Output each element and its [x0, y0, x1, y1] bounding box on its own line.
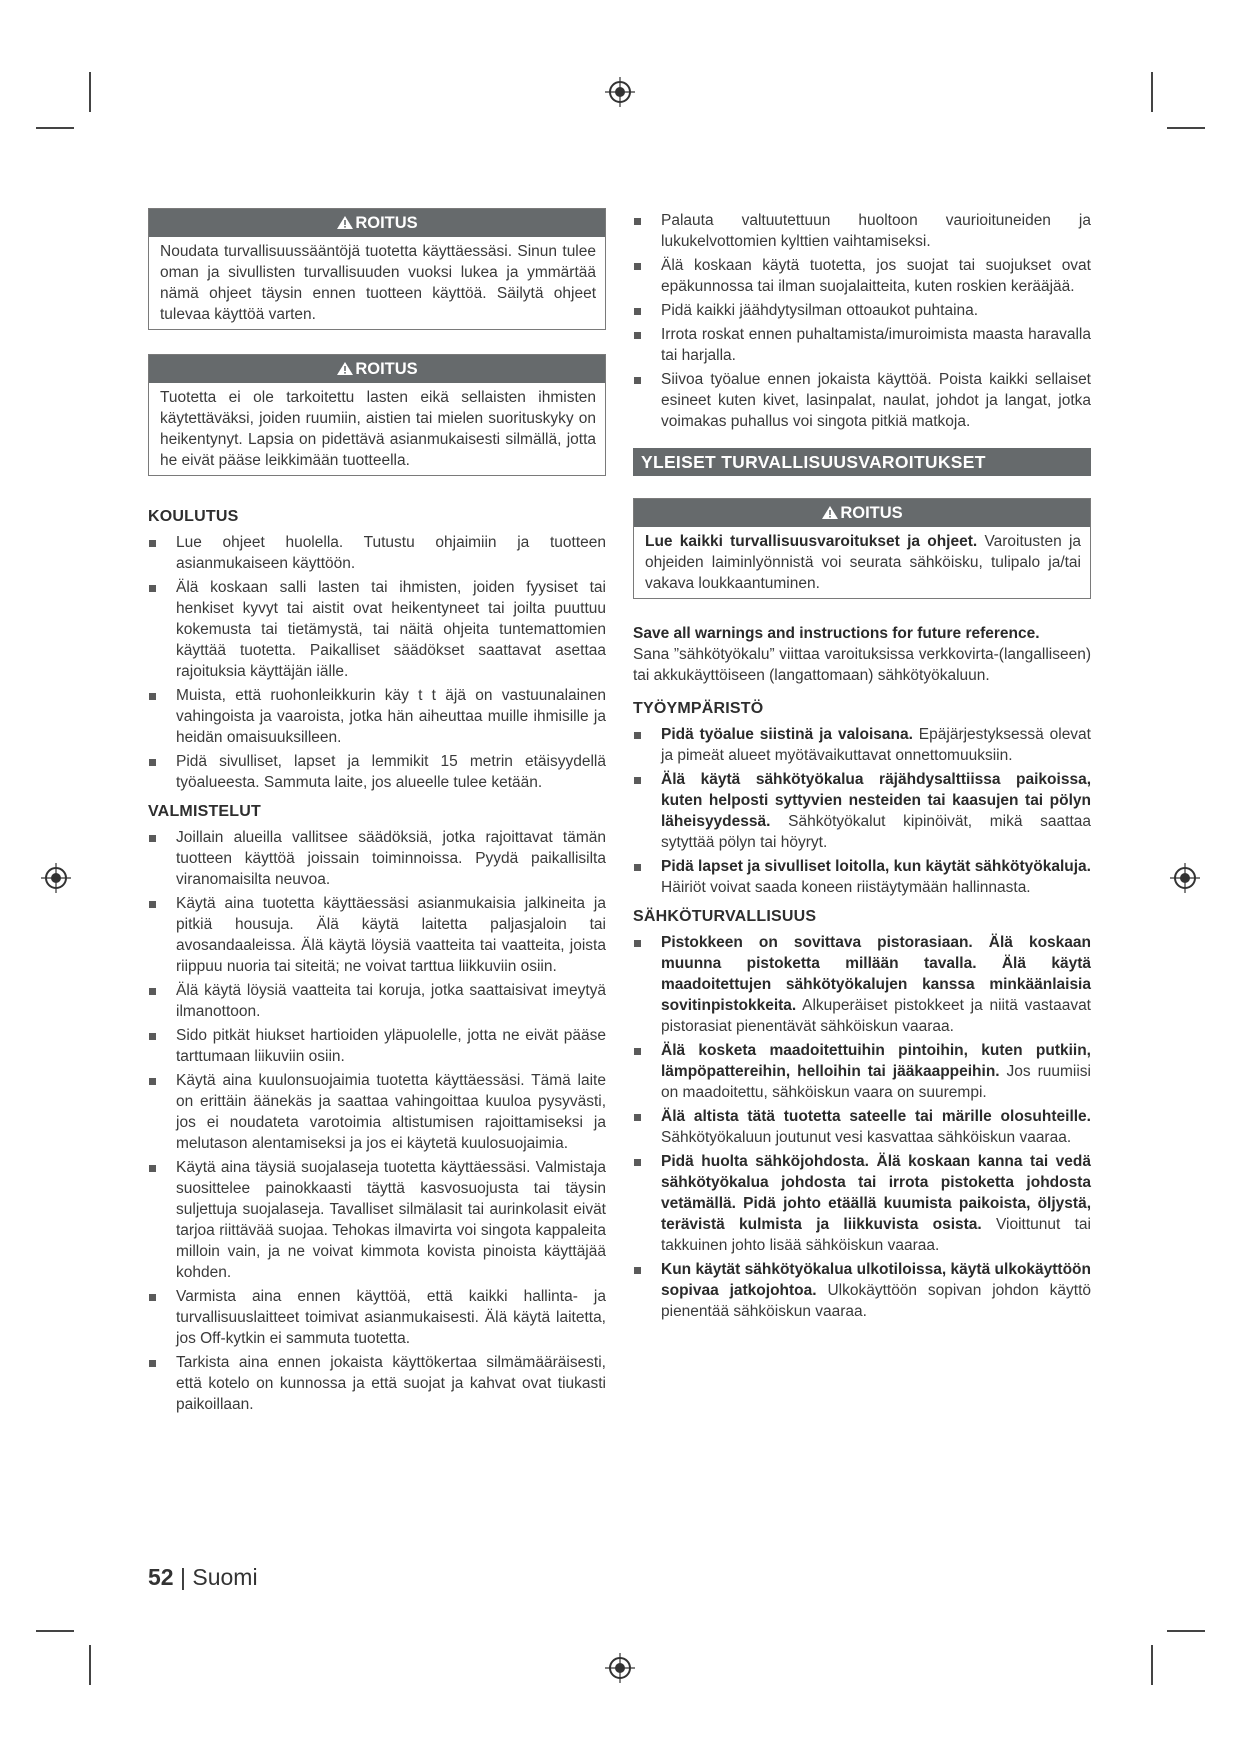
crop-mark [1167, 127, 1205, 129]
warning-header [634, 499, 1090, 527]
crop-mark [1167, 1630, 1205, 1632]
item-text: Sähkötyökalut kipinöivät, mikä saattaa sytyttää pölyn tai höyryt. [661, 813, 1091, 851]
warning-label: ROITUS [355, 360, 418, 378]
item-text: Häiriöt voivat saada koneen riistäytymään hallinnasta. [661, 879, 1031, 896]
koulutus-list [148, 532, 606, 793]
sahkoturvallisuus-list [633, 932, 1091, 1322]
item-text: Epäjärjestyksessä olevat ja pimeät alueet myötävaikuttavat onnettomuuksiin. [661, 726, 1091, 764]
warning-header [149, 355, 605, 383]
page-footer [148, 1564, 258, 1591]
page-number: 52 [148, 1564, 174, 1590]
item-bold-text: Älä kosketa maadoitettuihin pintoihin, kuten putkiin, lämpöpattereihin, helloihin tai jääkaappeihin. [661, 1042, 1091, 1080]
warning-triangle-icon [821, 505, 839, 520]
save-instructions: Save all warnings and instructions for future reference. [633, 625, 1040, 642]
section-heading-tyoymparisto: TYÖYMPÄRISTÖ [633, 700, 764, 717]
item-bold-text: Pidä työalue siistinä ja valoisana. [661, 726, 913, 743]
valmistelut-list [148, 827, 606, 1415]
crop-mark [89, 72, 91, 112]
footer-language: Suomi [192, 1564, 258, 1590]
registration-mark-icon [41, 863, 71, 893]
warning-label: ROITUS [355, 214, 418, 232]
list-item: Älä koskaan käytä tuotetta, jos suojat tai suojukset ovat epäkunnossa tai ilman suojalaitteita, kuten roskien kerääjää. [633, 255, 1091, 297]
warning-label: ROITUS [840, 504, 903, 522]
warning-text: Tuotetta ei ole tarkoitettu lasten eikä sellaisten ihmisten käytettäväksi, joiden ruumiin, aistien tai mielen suorituskyky on heikentynyt. Lapsia on pidettävä asianmukaisesti silmällä, jotta he eivät pääse leikkimään tuotteella. [160, 389, 596, 469]
list-item: Lue ohjeet huolella. Tutustu ohjaimiin ja tuotteen asianmukaiseen käyttöön. [148, 532, 606, 574]
item-bold-text: Pidä lapset ja sivulliset loitolla, kun käytät sähkötyökaluja. [661, 858, 1091, 875]
warning-text: Noudata turvallisuussääntöjä tuotetta käyttäessäsi. Sinun tulee oman ja sivullisten turvallisuuden vuoksi lukea ja ymmärtää nämä ohjeet täysin ennen tuotteen käyttöä. Säilytä ohjeet tulevaa käyttöä varten. [160, 243, 596, 323]
registration-mark-icon [1170, 863, 1200, 893]
right-top-list [633, 210, 1091, 432]
section-heading-valmistelut: VALMISTELUT [148, 803, 262, 820]
warning-box [148, 354, 606, 476]
item-bold-text: Pistokkeen on sovittava pistorasiaan. Älä koskaan muunna pistoketta millään tavalla. Älä käytä maadoitettujen sähkötyökalujen kanssa minkäänlaisia sovitinpistokkeita. [661, 934, 1091, 1014]
list-item: Älä käytä löysiä vaatteita tai koruja, jotka saattaisivat imeytyä ilmanottoon. [148, 980, 606, 1022]
list-item: Muista, että ruohonleikkurin käy t t äjä on vastuunalainen vahingoista ja vaaroista, jotka hän aiheuttaa muille ihmisille ja heidän omaisuuksilleen. [148, 685, 606, 748]
list-item [633, 856, 1091, 898]
list-item [633, 724, 1091, 766]
crop-mark [36, 127, 74, 129]
list-item: Älä koskaan salli lasten tai ihmisten, joiden fyysiset tai henkiset kyvyt tai aistit ovat heikentyneet tai joilta puuttuu kokemusta tai tietämystä, tai näitä ohjeita tuntemattomien käyttää tuotetta. Paikalliset säädökset saattavat asettaa rajoituksia käyttäjän iälle. [148, 577, 606, 682]
crop-mark [36, 1630, 74, 1632]
list-item: Palauta valtuutettuun huoltoon vaurioituneiden ja lukukelvottomien kylttien vaihtamiseksi. [633, 210, 1091, 252]
sana-definition: Sana ”sähkötyökalu” viittaa varoituksissa verkkovirta-(langalliseen) tai akkukäyttöiseen (langattomaan) sähkötyökaluun. [633, 646, 1091, 684]
list-item [633, 769, 1091, 853]
tyoymparisto-list [633, 724, 1091, 898]
item-bold-text: Pidä huolta sähköjohdosta. Älä koskaan kanna tai vedä sähkötyökalua johdosta tai irrota pistoketta johdosta vetämällä. Pidä johto etäällä kuumista paikoista, öljystä, terävistä kulmista ja liikkuvista osista. [661, 1153, 1091, 1233]
section-heading-sahkoturvallisuus: SÄHKÖTURVALLISUUS [633, 908, 817, 925]
crop-mark [89, 1645, 91, 1685]
list-item [633, 1151, 1091, 1256]
footer-separator: | [179, 1564, 186, 1590]
item-text: Alkuperäiset pistokkeet ja niitä vastaavat pistorasiat pienentävät sähköiskun vaaraa. [661, 997, 1091, 1035]
section-heading-yleiset: YLEISET TURVALLISUUSVAROITUKSET [633, 448, 1091, 476]
list-item: Tarkista aina ennen jokaista käyttökertaa silmämääräisesti, että kotelo on kunnossa ja että suojat ja kahvat ovat tiukasti paikoillaan. [148, 1352, 606, 1415]
item-bold-text: Älä käytä sähkötyökalua räjähdysalttiissa paikoissa, kuten helposti syttyvien nesteiden tai kaasujen tai pölyn läheisyydessä. [661, 771, 1091, 830]
item-bold-text: Kun käytät sähkötyökalua ulkotiloissa, käytä ulkokäyttöön sopivaa jatkojohtoa. [661, 1261, 1091, 1299]
warning-text [634, 527, 1090, 598]
warning-triangle-icon [336, 215, 354, 230]
left-column [148, 208, 606, 1425]
warning-box [633, 498, 1091, 599]
list-item [633, 1040, 1091, 1103]
warning-box [148, 208, 606, 330]
list-item [633, 932, 1091, 1037]
item-text: Sähkötyökaluun joutunut vesi kasvattaa sähköiskun vaaraa. [661, 1129, 1072, 1146]
warning-body-text: Varoitusten ja ohjeiden laiminlyönnistä voi seurata sähköisku, tulipalo ja/tai vakava loukkaantuminen. [645, 533, 1082, 592]
list-item: Joillain alueilla vallitsee säädöksiä, jotka rajoittavat tämän tuotteen käyttöä joissain toiminnoissa. Pyydä paikallisilta viranomaisilta neuvoa. [148, 827, 606, 890]
warning-triangle-icon [336, 361, 354, 376]
warning-bold-text: Lue kaikki turvallisuusvaroitukset ja ohjeet. [645, 533, 978, 550]
registration-mark-icon [605, 77, 635, 107]
warning-header [149, 209, 605, 237]
list-item: Siivoa työalue ennen jokaista käyttöä. Poista kaikki sellaiset esineet kuten kivet, lasinpalat, naulat, johdot ja langat, jotka voimakas puhallus voi singota pitkiä matkoja. [633, 369, 1091, 432]
list-item: Pidä kaikki jäähdytysilman ottoaukot puhtaina. [633, 300, 1091, 321]
registration-mark-icon [605, 1653, 635, 1683]
list-item [633, 1106, 1091, 1148]
list-item [633, 1259, 1091, 1322]
list-item: Sido pitkät hiukset hartioiden yläpuolelle, jotta ne eivät pääse tarttumaan liikuviin osiin. [148, 1025, 606, 1067]
item-text: Ulkokäyttöön sopivan johdon käyttö pienentää sähköiskun vaaraa. [661, 1282, 1091, 1320]
list-item: Irrota roskat ennen puhaltamista/imuroimista maasta haravalla tai harjalla. [633, 324, 1091, 366]
list-item: Käytä aina täysiä suojalaseja tuotetta käyttäessäsi. Valmistaja suosittelee painokkaasti täyttä kasvosuojusta tai täysin suljettuja suojalaseja. Tavalliset silmälasit tai aurinkolasit eivät tarjoa riittävää suojaa. Tehokas ilmavirta voi singota kappaleita milloin vain, ja ne voivat kimmota kovista pinoista käyttäjää kohden. [148, 1157, 606, 1283]
item-bold-text: Älä altista tätä tuotetta sateelle tai märille olosuhteille. [661, 1108, 1091, 1125]
list-item: Käytä aina tuotetta käyttäessäsi asianmukaisia jalkineita ja pitkiä housuja. Älä käytä laitetta paljasjaloin tai avosandaaleissa. Älä käytä löysiä vaatteita tai vaatteita, joista riippuu nuoria tai siteitä; ne voivat tarttua liikkuviin osiin. [148, 893, 606, 977]
crop-mark [1151, 72, 1153, 112]
list-item: Varmista aina ennen käyttöä, että kaikki hallinta- ja turvallisuuslaitteet toimivat asianmukaisesti. Älä käytä laitetta, jos Off-kytkin ei sammuta tuotetta. [148, 1286, 606, 1349]
item-text: Vioittunut tai takkuinen johto lisää sähköiskun vaaraa. [661, 1216, 1091, 1254]
list-item: Pidä sivulliset, lapset ja lemmikit 15 metrin etäisyydellä työalueesta. Sammuta laite, jos alueelle tulee ketään. [148, 751, 606, 793]
list-item: Käytä aina kuulonsuojaimia tuotetta käyttäessäsi. Tämä laite on erittäin äänekäs ja saattaa vahingoittaa kuuloa pysyvästi, jos ei noudateta varotoimia altistumisen rajoittamiseksi ja melutason alentamiseksi ja jos ei käytetä kuulosuojaimia. [148, 1070, 606, 1154]
section-heading-koulutus: KOULUTUS [148, 508, 239, 525]
item-text: Jos ruumiisi on maadoitettu, sähköiskun vaara on suurempi. [661, 1063, 1091, 1101]
crop-mark [1151, 1645, 1153, 1685]
right-column [633, 210, 1091, 1332]
